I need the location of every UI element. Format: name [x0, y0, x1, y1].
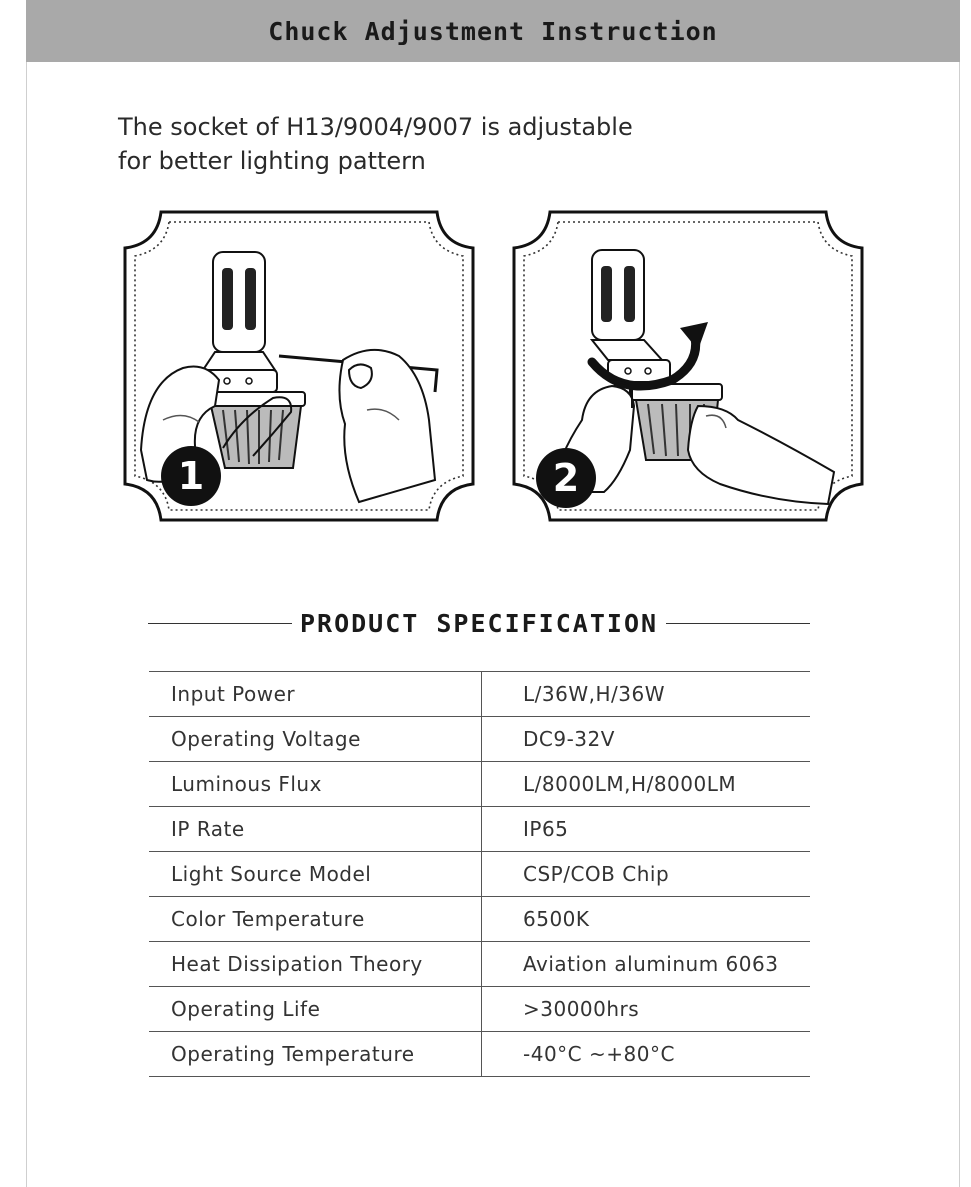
spec-value: L/36W,H/36W [482, 672, 811, 717]
step-2-badge-number: 2 [552, 456, 580, 500]
spec-label: Color Temperature [149, 897, 482, 942]
spec-label: Heat Dissipation Theory [149, 942, 482, 987]
table-row [149, 1032, 810, 1077]
spec-value: -40°C ~+80°C [482, 1032, 811, 1077]
spec-table [149, 671, 810, 1077]
spec-label: Operating Life [149, 987, 482, 1032]
table-row [149, 807, 810, 852]
spec-value: >30000hrs [482, 987, 811, 1032]
heading-rule-right [666, 623, 810, 624]
header-banner [26, 0, 960, 62]
table-row [149, 897, 810, 942]
intro-line-1: The socket of H13/9004/9007 is adjustable [118, 113, 633, 141]
spec-label: Operating Voltage [149, 717, 482, 762]
spec-heading-text: PRODUCT SPECIFICATION [299, 608, 659, 638]
table-row [149, 942, 810, 987]
spec-value: DC9-32V [482, 717, 811, 762]
spec-value: Aviation aluminum 6063 [482, 942, 811, 987]
spec-label: Operating Temperature [149, 1032, 482, 1077]
page-title: Chuck Adjustment Instruction [268, 16, 718, 46]
table-row [149, 852, 810, 897]
spec-label: Luminous Flux [149, 762, 482, 807]
table-row [149, 717, 810, 762]
table-row [149, 672, 810, 717]
spec-label: Light Source Model [149, 852, 482, 897]
step-1-badge-number: 1 [177, 454, 205, 498]
spec-value: L/8000LM,H/8000LM [482, 762, 811, 807]
heading-rule-left [148, 623, 292, 624]
spec-value: IP65 [482, 807, 811, 852]
intro-text [118, 110, 633, 178]
spec-heading [148, 603, 810, 643]
table-row [149, 987, 810, 1032]
spec-label: Input Power [149, 672, 482, 717]
spec-label: IP Rate [149, 807, 482, 852]
spec-value: CSP/COB Chip [482, 852, 811, 897]
table-row [149, 762, 810, 807]
intro-line-2: for better lighting pattern [118, 147, 426, 175]
spec-value: 6500K [482, 897, 811, 942]
